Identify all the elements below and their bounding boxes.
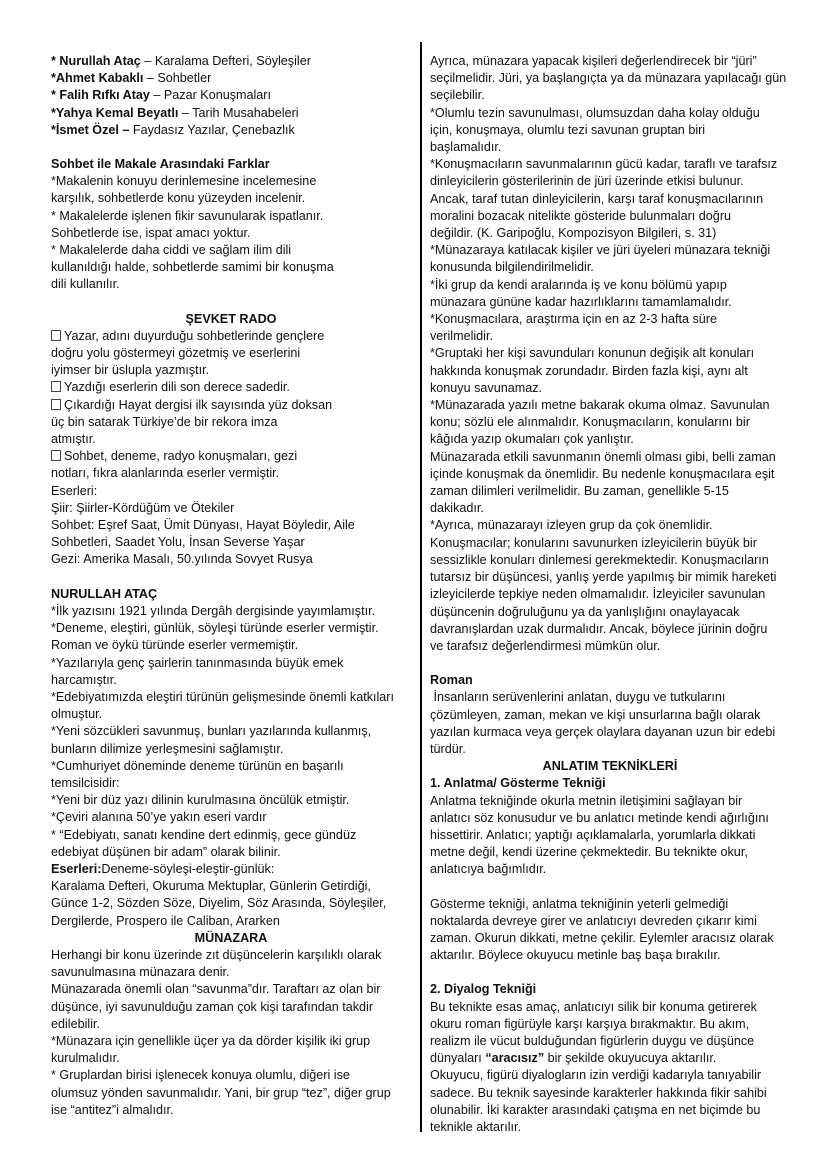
differences-text: *Makalenin konuyu derinlemesine incelemesine karşılık, sohbetlerde konu yüzeyden incelenir. * Makalelerde işlenen fikir savunularak ispatlanır. Sohbetlerde ise, ispat amacı yoktur. * Makalelerde daha ciddi ve sağlam ilim dili kullanıldığı halde, sohbetlerde samimi bir konuşma dili kullanılır. [51,174,334,292]
munazara-text: Herhangi bir konu üzerinde zıt düşüncelerin karşılıklı olarak savunulmasına münazara denir. Münazarada önemli olan “savunma”dır. Taraftarı az olan bir düşünce, iyi savunulduğu zaman çok kişi tarafından takdir edilebilir. *Münazara için genellikle üçer ya da dörder kişilik iki grup kurulmalıdır. * Gruplardan birisi işlenecek konuya olumlu, diğeri ise olumsuz yönden savunmalıdır. Yani, bir grup “tez”, diğer grup ise “antitez”i almalıdır. [51,947,391,1117]
section-heading-nurullah-atac: NURULLAH ATAÇ [51,586,158,601]
author-line: * Nurullah Ataç – Karalama Defteri, Söyleşiler [51,54,311,68]
authors-list [51,53,411,139]
left-column [51,0,411,1119]
roman-text: İnsanların serüvenlerini anlatan, duygu ve tutkularını çözümleyen, zaman, mekan ve kişi unsurlarına bağlı olarak yazılan kurmaca veya gerçek olaylara dayanan uzun bir edebi türdür. [430,690,776,756]
section-heading-sevket-rado: ŞEVKET RADO [185,311,277,326]
gosterme-text: Gösterme tekniği, anlatma tekniğinin yeterli gelmediği noktalarda devreye girer ve anlatıcıyı devreden çıkarır kimi zaman. Okurun dikkati, metne çekilir. Eylemler aracısız olarak aktarılır. Böylece okuyucu metinle baş başa bırakılır. [430,896,774,963]
diyalog-text: Bu teknikte esas amaç, anlatıcıyı silik bir konuma getirerek okuru roman figürüyle karşı karşıya bırakmaktır. Bu akım, realizm ile vücut bulduğundan figürlerin duygu ve düşünce dünyaları “aracısız” bir şekilde okuyucuya aktarılır. Okuyucu, figürü diyalogların izin verdiği kadarıyla tanıyabilir sadece. Bu teknik sayesinde karakterler hakkında fikir sahibi olunabilir. İki karakter arasındaki çatışma en net biçimde bu teknikle aktarılır. [430,999,767,1134]
anlatma-text: Anlatma tekniğinde okurla metnin iletişimini sağlayan bir anlatıcı söz konusudur ve bu anlatıcı metinde kendi ağırlığını hissettirir. Anlatıcı; yaptığı açıklamalarla, yorumlarla dikkati metne değil, kendi üzerine çekmektedir. Bu teknikte okur, anlatıcıya bağımlıdır. [430,793,769,877]
section-heading-differences: Sohbet ile Makale Arasındaki Farklar [51,157,270,172]
bullet-box-icon [51,450,61,461]
section-heading-munazara: MÜNAZARA [194,930,268,945]
bullet-box-icon [51,381,61,392]
right-column [430,0,790,1136]
author-line: *İsmet Özel – Faydasız Yazılar, Çenebazlık [51,122,295,137]
column-divider [420,42,422,1132]
sevket-rado-text: Yazar, adını duyurduğu sohbetlerinde gençlere doğru yolu göstermeyi gözetmiş ve eserlerini iyimser bir üslupla yazmıştır. Yazdığı eserlerin dili son derece sadedir. Çıkardığı Hayat dergisi ilk sayısında yüz doksan üç bin satarak Türkiye’de bir rekora imza atmıştır. Sohbet, deneme, radyo konuşmaları, gezi notları, fıkra alanlarında eserler vermiştir. Eserleri: Şiir: Şiirler-Kördüğüm ve Ötekiler Sohbet: Eşref Saat, Ümit Dünyası, Hayat Böyledir, Aile Sohbetleri, Saadet Yolu, İnsan Severse Yaşar Gezi: Amerika Masalı, 50.yılında Sovyet Rusya [51,328,355,567]
subheading-anlatma-gosterme: 1. Anlatma/ Gösterme Tekniği [430,776,606,791]
author-line: *Yahya Kemal Beyatlı – Tarih Musahabeleri [51,105,299,120]
subheading-diyalog: 2. Diyalog Tekniği [430,982,537,997]
bullet-box-icon [51,399,61,410]
nurullah-atac-text: *İlk yazısını 1921 yılında Dergâh dergisinde yayımlamıştır. *Deneme, eleştiri, günlük, söyleşi türünde eserler vermiştir. Roman ve öykü türünde eserler vermemiştir. *Yazılarıyla genç şairlerin tanınmasında büyük emek harcamıştır. *Edebiyatımızda eleştiri türünün gelişmesinde önemli katkıları olmuştur. *Yeni sözcükleri savunmuş, bunları yazılarında kullanmış, bunların dilimize yerleşmesini sağlamıştır. *Cumhuriyet döneminde deneme türünün en başarılı temsilcisidir: *Yeni bir düz yazı dilinin kurulmasına öncülük etmiştir. *Çeviri alanına 50’ye yakın eseri vardır * “Edebiyatı, sanatı kendine dert edinmiş, gece gündüz edebiyat düşünen bir adam” olarak bilinir. Eserleri:Deneme-söyleşi-eleştir-günlük: Karalama Defteri, Okuruma Mektuplar, Günlerin Getirdiği, Günce 1-2, Sözden Söze, Diyelim, Söz Arasında, Söyleşiler, Dergilerde, Prospero ile Caliban, Ararken [51,603,394,928]
section-heading-roman: Roman [430,673,473,688]
bullet-box-icon [51,330,61,341]
section-heading-anlatim-teknikleri: ANLATIM TEKNİKLERİ [542,759,678,774]
author-line: * Falih Rıfkı Atay – Pazar Konuşmaları [51,88,272,103]
author-line: *Ahmet Kabaklı – Sohbetler [51,71,212,86]
munazara-continued-text: Ayrıca, münazara yapacak kişileri değerlendirecek bir “jüri” seçilmelidir. Jüri, ya başlangıçta ya da münazara yapılacağı gün seçilebilir. *Olumlu tezin savunulması, olumsuzdan daha kolay olduğu için, konuşmaya, olumlu tezi savunan gruptan biri başlamalıdır. *Konuşmacıların savunmalarının gücü kadar, taraflı ve tarafsız dinleyicilerin gösterilerinin de jüri üzerinde etkisi bulunur. Ancak, taraf tutan dinleyicilerin, karşı taraf konuşmacılarının moralini bozacak nitelikte gösteride bulunmaları doğru değildir. (K. Garipoğlu, Kompozisyon Bilgileri, s. 31) *Münazaraya katılacak kişiler ve jüri üyeleri münazara tekniği konusunda bilgilendirilmelidir. *İki grup da kendi aralarında iş ve konu bölümü yapıp münazara gününe kadar hazırlıklarını tamamlamalıdır. *Konuşmacılara, araştırma için en az 2-3 hafta süre verilmelidir. *Gruptaki her kişi savunduları konunun değişik alt konuları hakkında konuşmak zorundadır. Birden fazla kişi, aynı alt konuyu savunamaz. *Münazarada yazılı metne bakarak okuma olmaz. Savunulan konu; sözlü ele alınmalıdır. Konuşmacıların, konularını bir kâğıda yazıp okumaları çok yanlıştır. Münazarada etkili savunmanın önemli olması gibi, belli zaman içinde konuşmak da önemlidir. Bu nedenle konuşmacılara eşit zaman dilimleri verilmelidir. Bu zaman, genellikle 5-15 dakikadır. *Ayrıca, münazarayı izleyen grup da çok önemlidir. Konuşmacılar; konularını savunurken izleyicilerin büyük bir sessizlikle konuları dinlemesi gerekmektedir. Konuşmacıların tutarsız bir düşüncesi, yanlış yerde yapılmış bir mimik hareketi izleyicilerde tepkiye neden olmamalıdır. İzleyiciler savunulan düşüncenin doğruluğunu ya da yanlışlığını onaylayacak davranışlardan uzak durmalıdır. Ancak, böylece jürinin doğru ve tarafsız değerlendirmesi mümkün olur. [430,54,787,653]
